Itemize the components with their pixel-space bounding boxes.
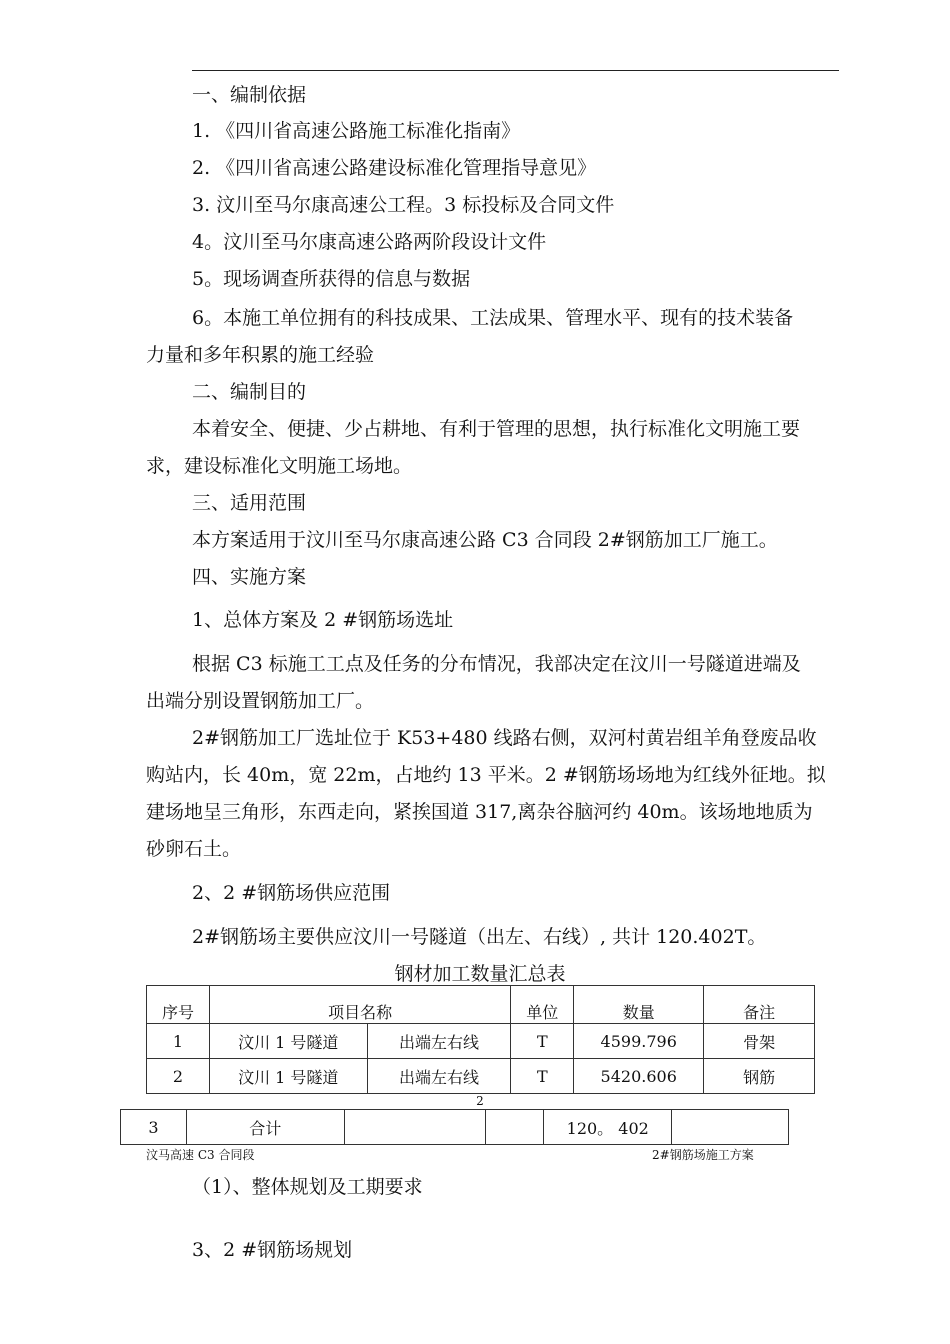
header-cell: 备注 bbox=[704, 986, 815, 1024]
table-cell: 合计 bbox=[186, 1110, 344, 1145]
basis-item-4: 4。汶川至马尔康高速公路两阶段设计文件 bbox=[192, 231, 547, 253]
plan-subheading-1: 1、总体方案及 2 #钢筋场选址 bbox=[192, 609, 454, 631]
basis-item-6-cont: 力量和多年积累的施工经验 bbox=[146, 344, 375, 366]
table-cell: 2 bbox=[147, 1059, 210, 1094]
site-text-line-1: 2#钢筋加工厂选址位于 K53+480 线路右侧，双河村黄岩组羊角登废品收 bbox=[192, 727, 817, 749]
footer-right: 2#钢筋场施工方案 bbox=[652, 1148, 754, 1162]
table-cell: 4599.796 bbox=[574, 1024, 704, 1059]
table-cell: 出端左右线 bbox=[367, 1059, 511, 1094]
site-text-line-4: 砂卵石土。 bbox=[146, 838, 242, 860]
table-row bbox=[147, 1059, 815, 1094]
header-cell: 项目名称 bbox=[209, 986, 510, 1024]
basis-item-5: 5。现场调查所获得的信息与数据 bbox=[192, 268, 471, 290]
table-cell: 汶川 1 号隧道 bbox=[209, 1024, 367, 1059]
table-cell: 1 bbox=[147, 1024, 210, 1059]
subheading-overall-plan: （1）、整体规划及工期要求 bbox=[192, 1176, 423, 1198]
table-header-row bbox=[147, 986, 815, 1024]
header-cell: 序号 bbox=[147, 986, 210, 1024]
table-row bbox=[147, 1024, 815, 1059]
table-cell: 3 bbox=[121, 1110, 187, 1145]
header-cell: 数量 bbox=[574, 986, 704, 1024]
section-heading-purpose: 二、编制目的 bbox=[192, 381, 307, 403]
subheading-yard-plan: 3、2 #钢筋场规划 bbox=[192, 1239, 353, 1261]
purpose-text-cont: 求，建设标准化文明施工场地。 bbox=[146, 455, 413, 477]
table-cell: 出端左右线 bbox=[367, 1024, 511, 1059]
basis-item-2: 2. 《四川省高速公路建设标准化管理指导意见》 bbox=[192, 157, 597, 179]
table-cell: 骨架 bbox=[704, 1024, 815, 1059]
total-table bbox=[120, 1109, 789, 1145]
section-heading-scope: 三、适用范围 bbox=[192, 492, 307, 514]
table-cell: 钢筋 bbox=[704, 1059, 815, 1094]
supply-text: 2#钢筋场主要供应汶川一号隧道（出左、右线）, 共计 120.402T。 bbox=[192, 926, 767, 948]
section-heading-plan: 四、实施方案 bbox=[192, 566, 307, 588]
section-heading-basis: 一、编制依据 bbox=[192, 84, 307, 106]
table-cell bbox=[486, 1110, 544, 1145]
header-cell: 单位 bbox=[511, 986, 574, 1024]
site-text-line-2: 购站内，长 40m，宽 22m，占地约 13 平米。2 #钢筋场场地为红线外征地。拟 bbox=[146, 764, 826, 786]
table-cell bbox=[344, 1110, 486, 1145]
basis-item-6: 6。本施工单位拥有的科技成果、工法成果、管理水平、现有的技术装备 bbox=[192, 307, 794, 329]
plan-text-1: 根据 C3 标施工工点及任务的分布情况，我部决定在汶川一号隧道进端及 bbox=[192, 653, 801, 675]
table-cell: 5420.606 bbox=[574, 1059, 704, 1094]
steel-summary-table bbox=[146, 985, 815, 1094]
table-cell: 汶川 1 号隧道 bbox=[209, 1059, 367, 1094]
scope-text: 本方案适用于汶川至马尔康高速公路 C3 合同段 2#钢筋加工厂施工。 bbox=[192, 529, 778, 551]
site-text-line-3: 建场地呈三角形，东西走向，紧挨国道 317,离杂谷脑河约 40m。该场地地质为 bbox=[146, 801, 813, 823]
table-cell bbox=[672, 1110, 789, 1145]
basis-item-3: 3. 汶川至马尔康高速公工程。3 标投标及合同文件 bbox=[192, 194, 615, 216]
header-rule bbox=[192, 70, 839, 71]
purpose-text: 本着安全、便捷、少占耕地、有利于管理的思想，执行标准化文明施工要 bbox=[192, 418, 801, 440]
basis-item-1: 1. 《四川省高速公路施工标准化指南》 bbox=[192, 120, 521, 142]
table-cell: T bbox=[511, 1024, 574, 1059]
table-cell: 120。 402 bbox=[544, 1110, 672, 1145]
plan-subheading-2: 2、2 #钢筋场供应范围 bbox=[192, 882, 391, 904]
total-row bbox=[121, 1110, 789, 1145]
table-title: 钢材加工数量汇总表 bbox=[394, 963, 566, 985]
table-cell: T bbox=[511, 1059, 574, 1094]
footer-left: 汶马高速 C3 合同段 bbox=[146, 1148, 255, 1162]
page-number: 2 bbox=[476, 1094, 484, 1108]
plan-text-1-cont: 出端分别设置钢筋加工厂。 bbox=[146, 690, 375, 712]
